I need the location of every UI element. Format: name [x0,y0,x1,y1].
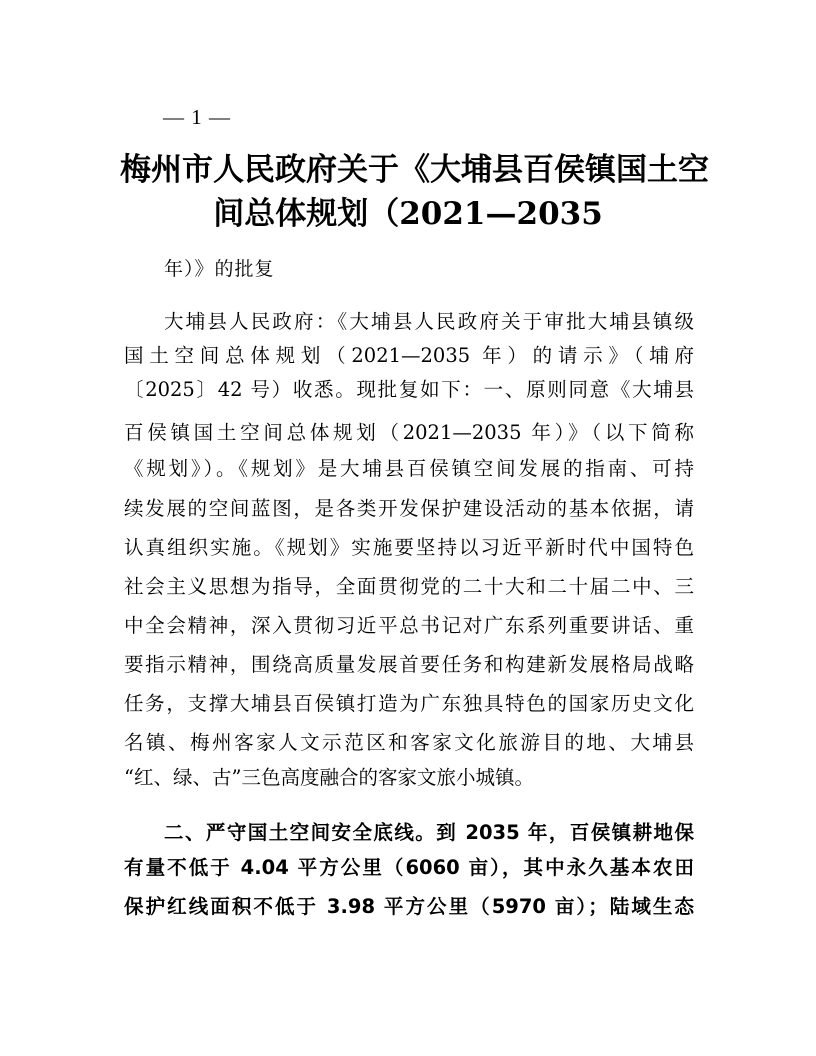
body-line: 百侯镇国土空间总体规划（2021—2035 年）》（以下简称 [124,421,694,444]
body-line: 大埔县人民政府：《大埔县人民政府关于审批大埔县镇级 [164,310,694,333]
body-line: 名镇、梅州客家人文示范区和客家文化旅游目的地、大埔县 [124,731,694,754]
body-line: 任务，支撑大埔县百侯镇打造为广东独具特色的国家历史文化 [124,692,694,715]
page-number: — 1 — [163,105,231,129]
body-line: 社会主义思想为指导，全面贯彻党的二十大和二十届二中、三 [124,575,694,598]
document-title-line-1: 梅州市人民政府关于《大埔县百侯镇国土空 [120,152,709,188]
document-title-continuation: 年）》的批复 [164,258,275,280]
section-two-line: 保护红线面积不低于 3.98 平方公里（5970 亩）；陆域生态 [124,895,694,918]
body-line: 认真组织实施。《规划》实施要坚持以习近平新时代中国特色 [124,536,694,559]
section-two-line: 有量不低于 4.04 平方公里（6060 亩），其中永久基本农田 [124,856,694,879]
body-line: 要指示精神，围绕高质量发展首要任务和构建新发展格局战略 [124,653,694,676]
body-line: 国土空间总体规划（2021—2035 年）的请示》（埔府 [124,344,694,367]
body-line: 续发展的空间蓝图，是各类开发保护建设活动的基本依据，请 [124,497,694,520]
body-line: 〔2025〕42 号）收悉。现批复如下：一、原则同意《大埔县 [124,378,694,401]
body-line: “红、绿、古”三色高度融合的客家文旅小城镇。 [124,766,534,789]
section-two-line: 二、严守国土空间安全底线。到 2035 年，百侯镇耕地保 [164,821,694,844]
document-title-line-2: 间总体规划（2021—2035 [213,196,603,232]
body-line: 中全会精神，深入贯彻习近平总书记对广东系列重要讲话、重 [124,614,694,637]
body-line: 《规划》）。《规划》是大埔县百侯镇空间发展的指南、可持 [124,457,694,480]
